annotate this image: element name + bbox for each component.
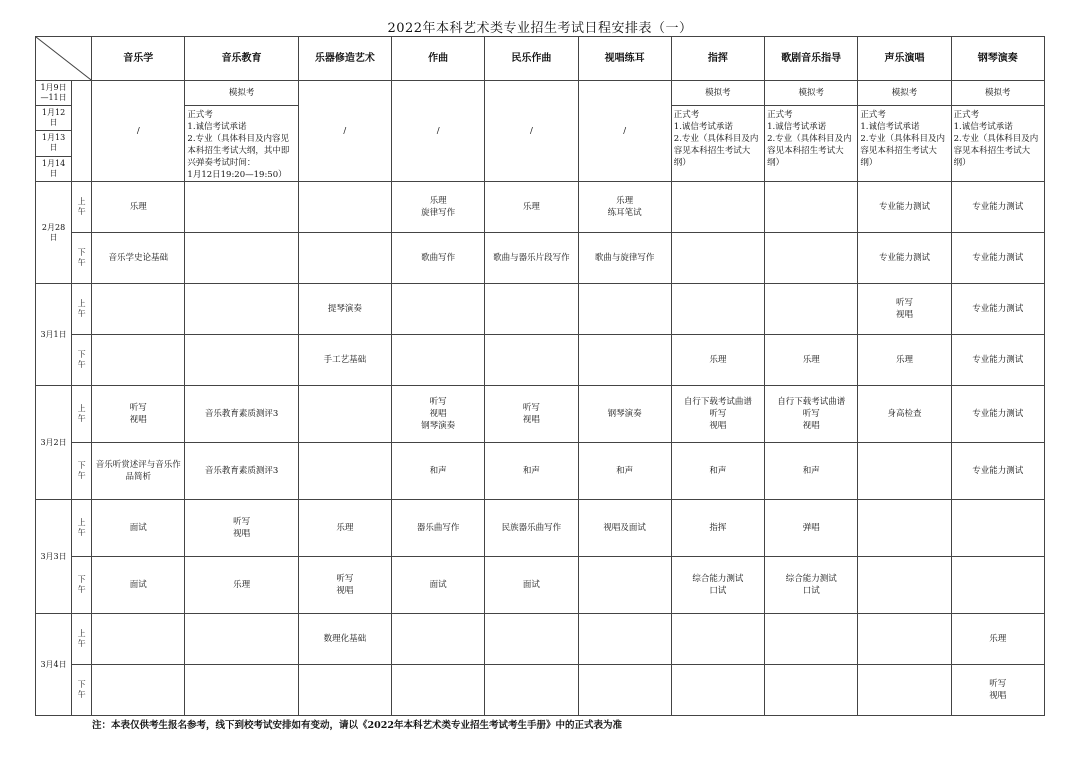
schedule-cell: 综合能力测试 口试	[765, 557, 858, 614]
footnote: 注：本表仅供考生报名参考，线下到校考试安排如有变动，请以《2022年本科艺术类专业招生考试考生手册》中的正式表为准	[92, 720, 622, 731]
schedule-cell: 专业能力测试	[858, 182, 951, 233]
schedule-cell: 模拟考	[671, 81, 764, 106]
header-vocal: 声乐演唱	[858, 37, 951, 81]
header-conducting: 指挥	[671, 37, 764, 81]
schedule-cell: 专业能力测试	[858, 233, 951, 284]
half-cell: 上 午	[72, 386, 92, 443]
schedule-cell: 乐理 旋律写作	[392, 182, 485, 233]
header-instrument-making: 乐器修造艺术	[298, 37, 391, 81]
schedule-cell	[185, 665, 298, 716]
schedule-cell: 乐理	[298, 500, 391, 557]
schedule-cell	[578, 665, 671, 716]
header-folk-composition: 民乐作曲	[485, 37, 578, 81]
schedule-cell: 歌曲写作	[392, 233, 485, 284]
header-opera-coaching: 歌剧音乐指导	[765, 37, 858, 81]
schedule-cell: 和声	[392, 443, 485, 500]
schedule-cell	[858, 665, 951, 716]
schedule-cell: 提琴演奏	[298, 284, 391, 335]
header-music-education: 音乐教育	[185, 37, 298, 81]
schedule-cell: 专业能力测试	[951, 182, 1044, 233]
schedule-cell: 乐理	[185, 557, 298, 614]
schedule-cell: 音乐学史论基础	[92, 233, 185, 284]
schedule-cell: 乐理	[92, 182, 185, 233]
schedule-cell: 正式考 1.诚信考试承诺 2.专业（具体科目及内容见本科招生考试大纲）	[858, 106, 951, 182]
half-cell	[72, 81, 92, 182]
date-cell: 3月1日	[36, 284, 72, 386]
half-cell: 下 午	[72, 557, 92, 614]
schedule-cell: 数理化基础	[298, 614, 391, 665]
schedule-cell	[765, 284, 858, 335]
date-cell: 1月14日	[36, 156, 72, 181]
schedule-cell: 视唱及面试	[578, 500, 671, 557]
schedule-cell: 音乐听赏述评与音乐作品简析	[92, 443, 185, 500]
date-cell: 1月13日	[36, 131, 72, 156]
header-music-studies: 音乐学	[92, 37, 185, 81]
schedule-cell: 和声	[485, 443, 578, 500]
date-cell: 1月9日 —11日	[36, 81, 72, 106]
corner-header-cell	[36, 37, 92, 81]
half-cell: 下 午	[72, 233, 92, 284]
half-cell: 上 午	[72, 500, 92, 557]
schedule-cell: 听写 视唱	[298, 557, 391, 614]
schedule-cell	[298, 386, 391, 443]
schedule-cell	[485, 335, 578, 386]
schedule-cell	[392, 284, 485, 335]
date-cell: 3月3日	[36, 500, 72, 614]
schedule-cell: 音乐教育素质测评3	[185, 386, 298, 443]
schedule-cell: 和声	[765, 443, 858, 500]
date-cell: 3月2日	[36, 386, 72, 500]
schedule-cell	[951, 500, 1044, 557]
schedule-cell	[765, 233, 858, 284]
schedule-cell	[858, 557, 951, 614]
schedule-cell	[392, 614, 485, 665]
schedule-cell: 听写 视唱 钢琴演奏	[392, 386, 485, 443]
schedule-cell: 综合能力测试 口试	[671, 557, 764, 614]
schedule-cell: 面试	[92, 557, 185, 614]
schedule-cell: 弹唱	[765, 500, 858, 557]
schedule-cell: 和声	[671, 443, 764, 500]
schedule-cell: 听写 视唱	[185, 500, 298, 557]
schedule-cell: 手工艺基础	[298, 335, 391, 386]
schedule-cell	[185, 614, 298, 665]
header-composition: 作曲	[392, 37, 485, 81]
schedule-cell: 乐理 练耳笔试	[578, 182, 671, 233]
schedule-cell	[392, 665, 485, 716]
schedule-cell: 正式考 1.诚信考试承诺 2.专业（具体科目及内容见本科招生考试大纲，其中即兴弹奏考试时间： 1月12日19:20—19:50）	[185, 106, 298, 182]
schedule-cell	[392, 335, 485, 386]
schedule-cell: /	[92, 81, 185, 182]
schedule-cell	[92, 335, 185, 386]
schedule-cell: /	[392, 81, 485, 182]
schedule-cell: 正式考 1.诚信考试承诺 2.专业（具体科目及内容见本科招生考试大纲）	[765, 106, 858, 182]
schedule-cell	[578, 284, 671, 335]
schedule-cell	[485, 665, 578, 716]
schedule-cell	[765, 614, 858, 665]
schedule-cell	[578, 614, 671, 665]
schedule-cell	[858, 614, 951, 665]
schedule-cell: 音乐教育素质测评3	[185, 443, 298, 500]
schedule-cell	[298, 443, 391, 500]
schedule-cell: 乐理	[951, 614, 1044, 665]
schedule-cell: 模拟考	[765, 81, 858, 106]
schedule-cell: /	[578, 81, 671, 182]
schedule-cell: /	[485, 81, 578, 182]
schedule-cell: 面试	[92, 500, 185, 557]
schedule-cell	[185, 182, 298, 233]
schedule-cell	[578, 335, 671, 386]
schedule-cell: 乐理	[765, 335, 858, 386]
schedule-cell: 听写 视唱	[485, 386, 578, 443]
schedule-cell	[671, 614, 764, 665]
schedule-cell	[578, 557, 671, 614]
schedule-cell: /	[298, 81, 391, 182]
schedule-cell: 器乐曲写作	[392, 500, 485, 557]
schedule-cell: 乐理	[485, 182, 578, 233]
schedule-cell: 模拟考	[185, 81, 298, 106]
schedule-cell: 听写 视唱	[92, 386, 185, 443]
schedule-cell	[185, 284, 298, 335]
half-cell: 上 午	[72, 284, 92, 335]
schedule-cell: 专业能力测试	[951, 233, 1044, 284]
schedule-cell	[858, 500, 951, 557]
schedule-cell: 正式考 1.诚信考试承诺 2.专业（具体科目及内容见本科招生考试大纲）	[671, 106, 764, 182]
schedule-cell: 乐理	[671, 335, 764, 386]
schedule-cell	[92, 284, 185, 335]
schedule-table	[35, 36, 1045, 716]
schedule-cell: 听写 视唱	[858, 284, 951, 335]
schedule-cell: 和声	[578, 443, 671, 500]
date-cell: 3月4日	[36, 614, 72, 716]
date-cell: 1月12日	[36, 106, 72, 131]
half-cell: 下 午	[72, 335, 92, 386]
schedule-cell: 民族器乐曲写作	[485, 500, 578, 557]
schedule-cell	[92, 665, 185, 716]
page-title: 2022年本科艺术类专业招生考试日程安排表（一）	[387, 21, 693, 36]
schedule-cell: 歌曲与器乐片段写作	[485, 233, 578, 284]
schedule-cell	[765, 182, 858, 233]
schedule-cell: 歌曲与旋律写作	[578, 233, 671, 284]
schedule-cell	[671, 284, 764, 335]
schedule-cell: 专业能力测试	[951, 335, 1044, 386]
schedule-cell: 自行下载考试曲谱 听写 视唱	[671, 386, 764, 443]
schedule-cell	[298, 182, 391, 233]
schedule-cell	[298, 665, 391, 716]
schedule-cell	[92, 614, 185, 665]
schedule-cell: 模拟考	[858, 81, 951, 106]
schedule-cell	[671, 233, 764, 284]
schedule-cell: 听写 视唱	[951, 665, 1044, 716]
schedule-cell: 模拟考	[951, 81, 1044, 106]
date-cell: 2月28日	[36, 182, 72, 284]
schedule-cell: 钢琴演奏	[578, 386, 671, 443]
schedule-cell	[671, 182, 764, 233]
schedule-cell	[485, 614, 578, 665]
schedule-cell: 专业能力测试	[951, 386, 1044, 443]
schedule-cell	[671, 665, 764, 716]
half-cell: 下 午	[72, 443, 92, 500]
header-solfeggio: 视唱练耳	[578, 37, 671, 81]
schedule-cell: 自行下载考试曲谱 听写 视唱	[765, 386, 858, 443]
schedule-cell	[485, 284, 578, 335]
half-cell: 上 午	[72, 182, 92, 233]
schedule-cell: 乐理	[858, 335, 951, 386]
schedule-cell	[185, 233, 298, 284]
schedule-cell	[298, 233, 391, 284]
schedule-cell: 指挥	[671, 500, 764, 557]
diagonal-line	[36, 37, 91, 80]
schedule-cell: 身高检查	[858, 386, 951, 443]
schedule-cell	[765, 665, 858, 716]
header-piano: 钢琴演奏	[951, 37, 1044, 81]
schedule-cell: 面试	[485, 557, 578, 614]
schedule-cell: 正式考 1.诚信考试承诺 2.专业（具体科目及内容见本科招生考试大纲）	[951, 106, 1044, 182]
schedule-cell	[951, 557, 1044, 614]
half-cell: 上 午	[72, 614, 92, 665]
schedule-cell: 专业能力测试	[951, 284, 1044, 335]
half-cell: 下 午	[72, 665, 92, 716]
schedule-cell: 专业能力测试	[951, 443, 1044, 500]
schedule-cell: 面试	[392, 557, 485, 614]
schedule-cell	[858, 443, 951, 500]
schedule-cell	[185, 335, 298, 386]
